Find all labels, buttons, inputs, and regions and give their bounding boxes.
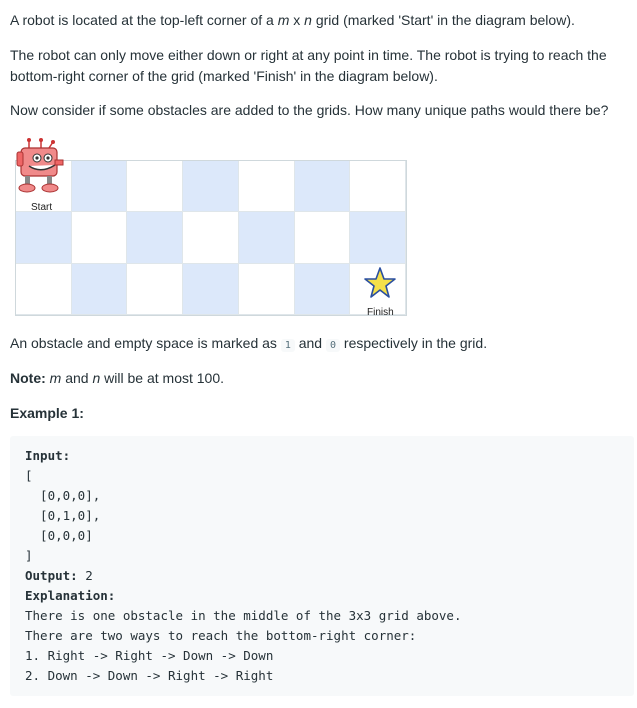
- example-code-block: [10, 436, 634, 696]
- explanation-line: [25, 586, 619, 606]
- grid-cell: [350, 212, 406, 263]
- marking-and: and: [294, 335, 326, 351]
- explanation-label: Explanation:: [25, 588, 116, 603]
- output-line: [25, 566, 619, 586]
- grid-cell: [183, 161, 239, 212]
- grid-cell: [72, 264, 128, 315]
- marking-text: An obstacle and empty space is marked as: [10, 335, 281, 351]
- output-value: 2: [77, 568, 93, 583]
- grid-cell: [239, 161, 295, 212]
- explanation-text: There is one obstacle in the middle of the 3x3 grid above.: [25, 608, 462, 623]
- note-var-m: m: [49, 370, 62, 386]
- grid-cell: [295, 161, 351, 212]
- grid-cell: [16, 212, 72, 263]
- grid-cell: [183, 212, 239, 263]
- example-heading: Example 1:: [10, 405, 84, 421]
- grid: [15, 160, 407, 316]
- input-label: Input:: [25, 448, 71, 463]
- grid-cell: [72, 212, 128, 263]
- grid-cell: [72, 161, 128, 212]
- output-label: Output:: [25, 568, 78, 583]
- intro-x: x: [289, 12, 305, 28]
- explanation-text: 1. Right -> Right -> Down -> Down: [25, 648, 274, 663]
- grid-cell: [127, 212, 183, 263]
- note-and: and: [61, 370, 93, 386]
- explanation-text: There are two ways to reach the bottom-right corner:: [25, 628, 417, 643]
- grid-cell: [183, 264, 239, 315]
- marking-text-rest: respectively in the grid.: [340, 335, 488, 351]
- note-paragraph: [10, 368, 224, 389]
- input-row: [0,0,0],: [25, 488, 101, 503]
- grid-cell: [295, 264, 351, 315]
- finish-label: Finish: [367, 307, 394, 318]
- input-row: ]: [25, 548, 33, 563]
- grid-cell: [239, 212, 295, 263]
- robot-icon: [15, 138, 67, 196]
- paragraph-obstacles: Now consider if some obstacles are added to the grids. How many unique paths would there be?: [10, 102, 609, 118]
- note-label: Note:: [10, 370, 46, 386]
- var-n: n: [304, 12, 312, 28]
- intro-text: A robot is located at the top-left corner of a: [10, 12, 278, 28]
- code-obstacle: 1: [281, 339, 295, 352]
- grid-cell: [127, 264, 183, 315]
- grid-cell: [239, 264, 295, 315]
- grid-cell: [127, 161, 183, 212]
- paragraph-intro: [10, 10, 575, 31]
- input-row: [0,1,0],: [25, 508, 101, 523]
- robot-grid-diagram: [15, 138, 407, 316]
- input-row: [0,0,0]: [25, 528, 93, 543]
- explanation-text: 2. Down -> Down -> Right -> Right: [25, 668, 274, 683]
- grid-cell: [16, 264, 72, 315]
- star-icon: [363, 266, 397, 300]
- note-var-n: n: [92, 370, 101, 386]
- code-empty: 0: [326, 339, 340, 352]
- intro-text-rest: grid (marked 'Start' in the diagram below).: [311, 12, 575, 28]
- grid-cell: [350, 161, 406, 212]
- input-row: [: [25, 468, 33, 483]
- var-m: m: [277, 12, 290, 28]
- grid-cell: [295, 212, 351, 263]
- input-line: [25, 446, 619, 466]
- paragraph-movement: The robot can only move either down or right at any point in time. The robot is trying to reach the bottom-right corner of the grid (marked 'Finish' in the diagram below).: [10, 47, 607, 84]
- start-label: Start: [31, 202, 53, 213]
- paragraph-obstacle-marking: [10, 333, 487, 356]
- note-rest: will be at most 100.: [100, 370, 225, 386]
